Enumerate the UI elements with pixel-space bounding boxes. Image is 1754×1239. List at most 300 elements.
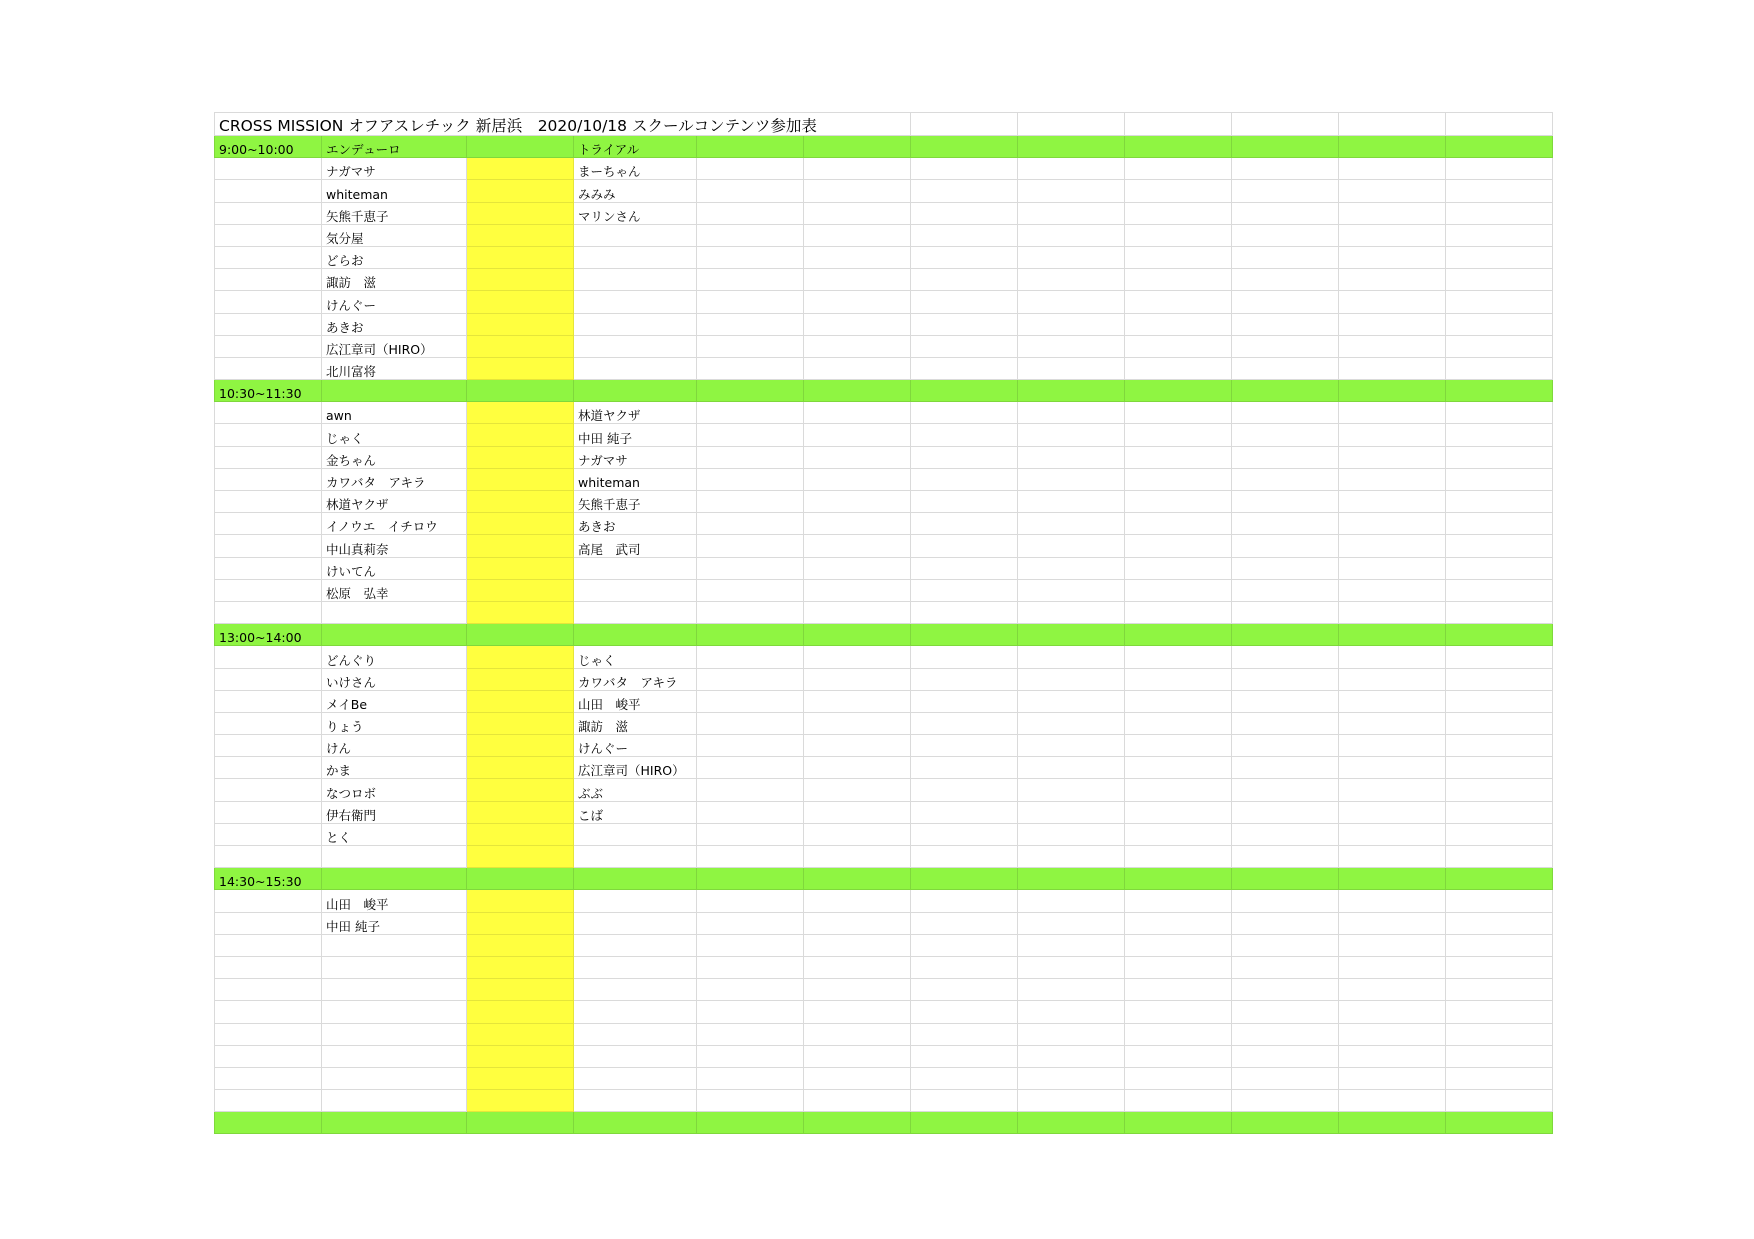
trial-header[interactable]: トライアル [574,136,697,158]
highlight-cell[interactable] [467,846,574,868]
cell[interactable] [574,579,697,601]
cell[interactable] [1018,712,1125,734]
cell[interactable] [1446,1001,1553,1023]
cell[interactable] [1446,846,1553,868]
cell[interactable] [574,846,697,868]
cell[interactable] [911,468,1018,490]
cell[interactable] [1339,579,1446,601]
cell[interactable] [1018,535,1125,557]
cell[interactable] [215,934,322,956]
cell[interactable] [1446,1112,1553,1134]
cell[interactable] [322,1023,467,1045]
cell[interactable] [1232,579,1339,601]
cell[interactable] [1018,357,1125,379]
cell[interactable] [322,624,467,646]
enduro-header[interactable]: エンデューロ [322,136,467,158]
cell[interactable] [1232,868,1339,890]
cell[interactable] [697,535,804,557]
enduro-participant[interactable]: 気分屋 [322,224,467,246]
cell[interactable] [804,846,911,868]
cell[interactable] [1446,335,1553,357]
highlight-cell[interactable] [467,823,574,845]
enduro-participant[interactable]: いけさん [322,668,467,690]
cell[interactable] [1125,624,1232,646]
cell[interactable] [322,934,467,956]
trial-participant[interactable]: ナガマサ [574,446,697,468]
cell[interactable] [1339,801,1446,823]
cell[interactable] [574,868,697,890]
cell[interactable] [1339,513,1446,535]
cell[interactable] [1339,735,1446,757]
cell[interactable] [1446,690,1553,712]
cell[interactable] [1232,380,1339,402]
highlight-cell[interactable] [467,1045,574,1067]
cell[interactable] [467,380,574,402]
cell[interactable] [1446,1090,1553,1112]
cell[interactable] [574,912,697,934]
cell[interactable] [804,180,911,202]
trial-participant[interactable]: whiteman [574,468,697,490]
highlight-cell[interactable] [467,313,574,335]
cell[interactable] [911,491,1018,513]
cell[interactable] [1339,357,1446,379]
enduro-participant[interactable]: とく [322,823,467,845]
highlight-cell[interactable] [467,468,574,490]
cell[interactable] [1018,1001,1125,1023]
cell[interactable] [1339,468,1446,490]
cell[interactable] [911,335,1018,357]
trial-participant[interactable]: 矢熊千恵子 [574,491,697,513]
cell[interactable] [1339,956,1446,978]
cell[interactable] [1232,1023,1339,1045]
cell[interactable] [1125,202,1232,224]
highlight-cell[interactable] [467,557,574,579]
highlight-cell[interactable] [467,646,574,668]
cell[interactable] [215,579,322,601]
cell[interactable] [697,779,804,801]
cell[interactable] [1339,291,1446,313]
cell[interactable] [911,1023,1018,1045]
cell[interactable] [1018,291,1125,313]
cell[interactable] [1446,446,1553,468]
cell[interactable] [911,136,1018,158]
cell[interactable] [1446,779,1553,801]
cell[interactable] [215,446,322,468]
cell[interactable] [1125,1067,1232,1089]
cell[interactable] [215,313,322,335]
cell[interactable] [574,380,697,402]
enduro-participant[interactable]: ナガマサ [322,158,467,180]
cell[interactable] [1125,1023,1232,1045]
cell[interactable] [697,846,804,868]
cell[interactable] [1232,735,1339,757]
enduro-participant[interactable]: メイBe [322,690,467,712]
cell[interactable] [1232,313,1339,335]
cell[interactable] [1339,934,1446,956]
cell[interactable] [697,757,804,779]
cell[interactable] [215,1112,322,1134]
cell[interactable] [911,113,1018,136]
trial-participant[interactable]: じゃく [574,646,697,668]
highlight-cell[interactable] [467,1023,574,1045]
cell[interactable] [1232,224,1339,246]
cell[interactable] [804,1001,911,1023]
highlight-cell[interactable] [467,912,574,934]
cell[interactable] [1232,823,1339,845]
cell[interactable] [215,424,322,446]
cell[interactable] [1018,269,1125,291]
cell[interactable] [1339,557,1446,579]
cell[interactable] [697,1067,804,1089]
cell[interactable] [1232,1090,1339,1112]
highlight-cell[interactable] [467,690,574,712]
cell[interactable] [1232,1001,1339,1023]
enduro-participant[interactable]: whiteman [322,180,467,202]
cell[interactable] [1232,402,1339,424]
highlight-cell[interactable] [467,402,574,424]
cell[interactable] [697,579,804,601]
cell[interactable] [911,868,1018,890]
cell[interactable] [1125,579,1232,601]
cell[interactable] [1446,823,1553,845]
cell[interactable] [215,1067,322,1089]
cell[interactable] [1446,202,1553,224]
cell[interactable] [1339,246,1446,268]
cell[interactable] [804,446,911,468]
cell[interactable] [1018,224,1125,246]
cell[interactable] [911,735,1018,757]
cell[interactable] [1446,424,1553,446]
cell[interactable] [215,335,322,357]
cell[interactable] [911,712,1018,734]
cell[interactable] [804,424,911,446]
cell[interactable] [215,690,322,712]
cell[interactable] [804,690,911,712]
cell[interactable] [697,357,804,379]
cell[interactable] [697,224,804,246]
trial-participant[interactable]: 林道ヤクザ [574,402,697,424]
cell[interactable] [697,890,804,912]
trial-participant[interactable]: 諏訪 滋 [574,712,697,734]
cell[interactable] [804,513,911,535]
cell[interactable] [1232,890,1339,912]
cell[interactable] [804,890,911,912]
cell[interactable] [1339,224,1446,246]
cell[interactable] [804,712,911,734]
cell[interactable] [574,1023,697,1045]
cell[interactable] [1232,912,1339,934]
cell[interactable] [1125,513,1232,535]
cell[interactable] [1125,1045,1232,1067]
cell[interactable] [1446,113,1553,136]
cell[interactable] [804,868,911,890]
cell[interactable] [322,1067,467,1089]
cell[interactable] [804,735,911,757]
cell[interactable] [1018,956,1125,978]
cell[interactable] [1339,601,1446,623]
cell[interactable] [215,491,322,513]
cell[interactable] [911,979,1018,1001]
cell[interactable] [1018,601,1125,623]
cell[interactable] [1018,246,1125,268]
cell[interactable] [322,601,467,623]
cell[interactable] [1018,735,1125,757]
cell[interactable] [911,601,1018,623]
cell[interactable] [215,912,322,934]
cell[interactable] [1446,601,1553,623]
cell[interactable] [1018,823,1125,845]
cell[interactable] [804,579,911,601]
cell[interactable] [322,979,467,1001]
cell[interactable] [1018,846,1125,868]
cell[interactable] [697,1090,804,1112]
highlight-cell[interactable] [467,1067,574,1089]
cell[interactable] [574,823,697,845]
cell[interactable] [215,779,322,801]
cell[interactable] [215,712,322,734]
cell[interactable] [1232,646,1339,668]
cell[interactable] [574,357,697,379]
cell[interactable] [697,690,804,712]
highlight-cell[interactable] [467,180,574,202]
cell[interactable] [1125,934,1232,956]
cell[interactable] [574,313,697,335]
cell[interactable] [804,468,911,490]
cell[interactable] [1018,779,1125,801]
cell[interactable] [697,402,804,424]
cell[interactable] [1125,224,1232,246]
cell[interactable] [804,668,911,690]
highlight-cell[interactable] [467,1001,574,1023]
enduro-participant[interactable]: 矢熊千恵子 [322,202,467,224]
cell[interactable] [1125,735,1232,757]
cell[interactable] [1232,468,1339,490]
cell[interactable] [804,313,911,335]
cell[interactable] [1018,934,1125,956]
cell[interactable] [697,291,804,313]
cell[interactable] [911,690,1018,712]
cell[interactable] [804,224,911,246]
session-time[interactable]: 13:00~14:00 [215,624,322,646]
cell[interactable] [1339,823,1446,845]
cell[interactable] [1018,668,1125,690]
cell[interactable] [697,801,804,823]
cell[interactable] [322,380,467,402]
cell[interactable] [1232,690,1339,712]
cell[interactable] [1446,402,1553,424]
cell[interactable] [1125,801,1232,823]
cell[interactable] [1339,158,1446,180]
cell[interactable] [697,956,804,978]
cell[interactable] [1339,757,1446,779]
cell[interactable] [215,180,322,202]
cell[interactable] [1125,1001,1232,1023]
cell[interactable] [1232,779,1339,801]
enduro-participant[interactable]: かま [322,757,467,779]
cell[interactable] [1232,712,1339,734]
cell[interactable] [1125,158,1232,180]
session-time[interactable]: 9:00~10:00 [215,136,322,158]
cell[interactable] [574,601,697,623]
cell[interactable] [1125,113,1232,136]
cell[interactable] [1339,779,1446,801]
highlight-cell[interactable] [467,601,574,623]
cell[interactable] [1339,1112,1446,1134]
cell[interactable] [1125,1112,1232,1134]
cell[interactable] [1125,468,1232,490]
cell[interactable] [1018,1090,1125,1112]
cell[interactable] [1232,357,1339,379]
cell[interactable] [1339,912,1446,934]
cell[interactable] [215,357,322,379]
trial-participant[interactable]: こば [574,801,697,823]
cell[interactable] [1232,535,1339,557]
cell[interactable] [574,890,697,912]
cell[interactable] [1018,557,1125,579]
cell[interactable] [697,823,804,845]
cell[interactable] [804,801,911,823]
cell[interactable] [1446,180,1553,202]
cell[interactable] [697,1112,804,1134]
cell[interactable] [1018,1045,1125,1067]
cell[interactable] [1018,136,1125,158]
cell[interactable] [574,624,697,646]
highlight-cell[interactable] [467,1090,574,1112]
cell[interactable] [1446,513,1553,535]
cell[interactable] [215,535,322,557]
cell[interactable] [1232,335,1339,357]
cell[interactable] [1339,180,1446,202]
cell[interactable] [1018,491,1125,513]
cell[interactable] [215,757,322,779]
cell[interactable] [697,1001,804,1023]
cell[interactable] [1018,313,1125,335]
cell[interactable] [1339,890,1446,912]
enduro-participant[interactable]: けんぐー [322,291,467,313]
cell[interactable] [804,535,911,557]
cell[interactable] [1018,979,1125,1001]
cell[interactable] [1125,890,1232,912]
cell[interactable] [1018,424,1125,446]
cell[interactable] [574,224,697,246]
highlight-cell[interactable] [467,357,574,379]
cell[interactable] [215,601,322,623]
cell[interactable] [322,846,467,868]
cell[interactable] [1018,624,1125,646]
cell[interactable] [1339,113,1446,136]
cell[interactable] [911,446,1018,468]
cell[interactable] [697,446,804,468]
cell[interactable] [1232,557,1339,579]
cell[interactable] [1339,1001,1446,1023]
cell[interactable] [1232,979,1339,1001]
enduro-participant[interactable]: 北川富将 [322,357,467,379]
cell[interactable] [1339,646,1446,668]
cell[interactable] [1125,823,1232,845]
cell[interactable] [697,735,804,757]
cell[interactable] [1339,1067,1446,1089]
cell[interactable] [911,1112,1018,1134]
cell[interactable] [322,1045,467,1067]
cell[interactable] [1446,136,1553,158]
cell[interactable] [911,380,1018,402]
cell[interactable] [1018,1023,1125,1045]
cell[interactable] [1125,380,1232,402]
enduro-participant[interactable]: 諏訪 滋 [322,269,467,291]
cell[interactable] [804,202,911,224]
cell[interactable] [804,956,911,978]
cell[interactable] [804,646,911,668]
cell[interactable] [574,934,697,956]
cell[interactable] [1125,1090,1232,1112]
cell[interactable] [1339,690,1446,712]
cell[interactable] [804,291,911,313]
cell[interactable] [215,823,322,845]
cell[interactable] [1446,246,1553,268]
cell[interactable] [574,246,697,268]
cell[interactable] [1232,291,1339,313]
highlight-cell[interactable] [467,668,574,690]
cell[interactable] [215,1090,322,1112]
cell[interactable] [804,557,911,579]
cell[interactable] [1125,535,1232,557]
cell[interactable] [1125,956,1232,978]
cell[interactable] [697,202,804,224]
enduro-participant[interactable]: 山田 峻平 [322,890,467,912]
cell[interactable] [911,779,1018,801]
cell[interactable] [1125,646,1232,668]
highlight-cell[interactable] [467,535,574,557]
cell[interactable] [1232,668,1339,690]
cell[interactable] [804,912,911,934]
trial-participant[interactable]: 中田 純子 [574,424,697,446]
cell[interactable] [1125,557,1232,579]
cell[interactable] [215,1045,322,1067]
cell[interactable] [911,313,1018,335]
cell[interactable] [215,158,322,180]
cell[interactable] [1125,868,1232,890]
enduro-participant[interactable]: りょう [322,712,467,734]
trial-participant[interactable]: 広江章司（HIRO） [574,757,697,779]
cell[interactable] [804,1090,911,1112]
cell[interactable] [1232,269,1339,291]
enduro-participant[interactable]: あきお [322,313,467,335]
cell[interactable] [1446,579,1553,601]
cell[interactable] [1232,246,1339,268]
cell[interactable] [804,136,911,158]
cell[interactable] [697,380,804,402]
cell[interactable] [1446,357,1553,379]
cell[interactable] [804,335,911,357]
cell[interactable] [1339,136,1446,158]
cell[interactable] [1232,202,1339,224]
highlight-cell[interactable] [467,712,574,734]
cell[interactable] [697,1045,804,1067]
cell[interactable] [1446,1067,1553,1089]
cell[interactable] [911,757,1018,779]
cell[interactable] [1446,912,1553,934]
cell[interactable] [1446,801,1553,823]
cell[interactable] [697,601,804,623]
cell[interactable] [1339,446,1446,468]
cell[interactable] [1232,757,1339,779]
enduro-participant[interactable]: けいてん [322,557,467,579]
cell[interactable] [911,912,1018,934]
cell[interactable] [697,335,804,357]
cell[interactable] [1018,180,1125,202]
cell[interactable] [574,1067,697,1089]
cell[interactable] [697,624,804,646]
